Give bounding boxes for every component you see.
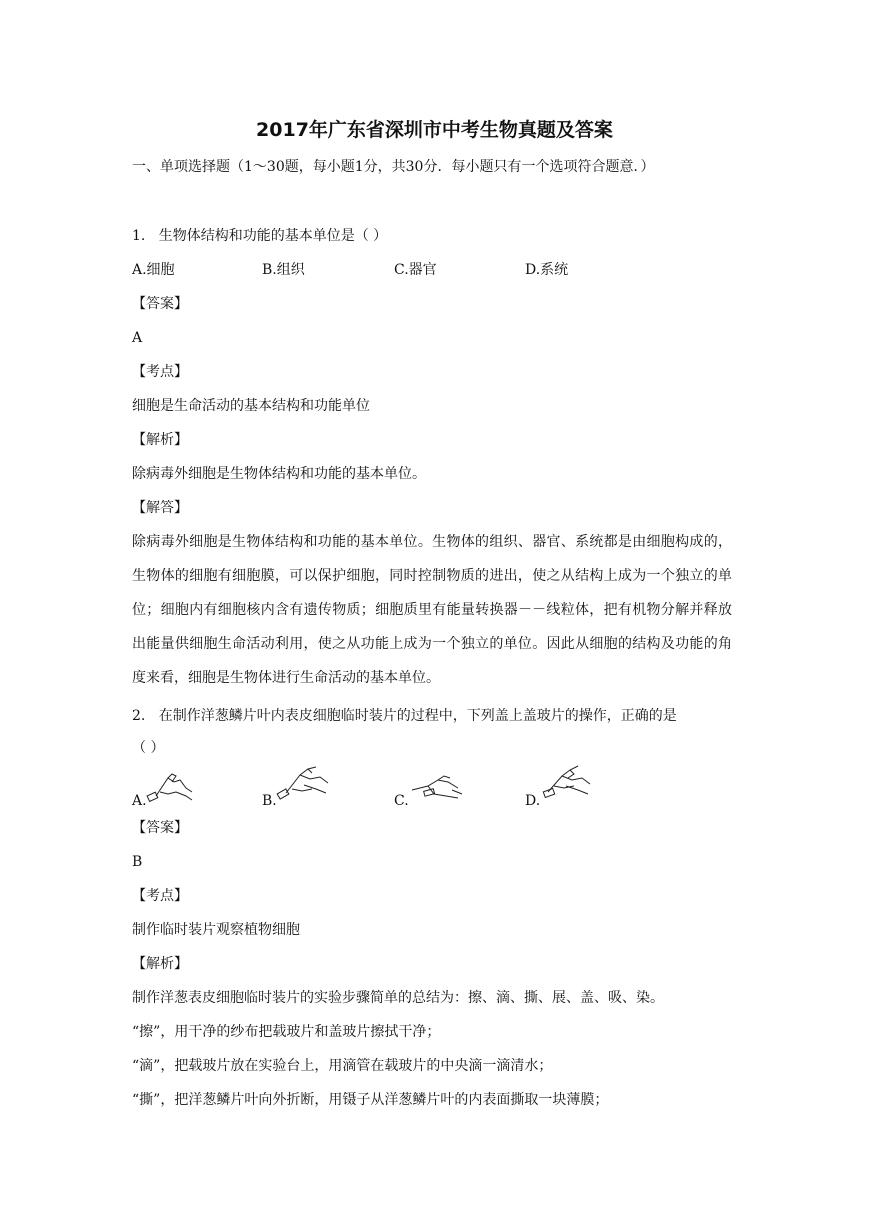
- question-1-text: 1. 生物体结构和功能的基本单位是（ ）: [132, 228, 388, 244]
- q2-jiexi-label: 【解析】: [132, 956, 188, 972]
- q1-jieda-label: 【解答】: [132, 500, 188, 516]
- q2-jiexi-line-2: “擦”，用干净的纱布把载玻片和盖玻片擦拭干净；: [132, 1024, 441, 1040]
- q2-option-a: A.: [132, 793, 147, 809]
- q1-option-b: B.组织: [262, 262, 305, 278]
- q1-jiexi: 除病毒外细胞是生物体结构和功能的基本单位。: [132, 466, 426, 482]
- q2-option-b: B.: [262, 793, 277, 809]
- q1-answer-label: 【答案】: [132, 296, 188, 312]
- q2-jiexi-line-4: “撕”，把洋葱鳞片叶向外折断，用镊子从洋葱鳞片叶的内表面撕取一块薄膜；: [132, 1092, 609, 1108]
- q1-option-c: C.器官: [394, 262, 437, 278]
- question-2-text-line2: （ ）: [132, 740, 165, 756]
- q2-kaodian-label: 【考点】: [132, 888, 188, 904]
- q2-jiexi-line-3: “滴”，把载玻片放在实验台上，用滴管在载玻片的中央滴一滴清水；: [132, 1058, 553, 1074]
- q2-option-c: C.: [394, 793, 409, 809]
- question-2-text-line1: 2. 在制作洋葱鳞片叶内表皮细胞临时装片的过程中，下列盖上盖玻片的操作，正确的是: [132, 708, 677, 724]
- q2-answer: B: [132, 854, 143, 870]
- q1-option-d: D.系统: [525, 262, 569, 278]
- q1-jieda: 除病毒外细胞是生物体结构和功能的基本单位。生物体的组织、器官、系统都是由细胞构成的，生物体的细胞有细胞膜，可以保护细胞，同时控制物质的进出，使之从结构上成为一个独立的单位；细胞内有细胞核内含有遗传物质；细胞质里有能量转换器－－线粒体，把有机物分解并释放出能量供细胞生命活动利用，使之从功能上成为一个独立的单位。因此从细胞的结构及功能的角度来看，细胞是生物体进行生命活动的基本单位。: [132, 534, 732, 686]
- q2-answer-label: 【答案】: [132, 820, 188, 836]
- q2-option-d: D.: [525, 793, 541, 809]
- coverslip-hand-d-icon: [540, 764, 592, 804]
- q2-jiexi-line-1: 制作洋葱表皮细胞临时装片的实验步骤简单的总结为：擦、滴、撕、展、盖、吸、染。: [132, 990, 664, 1006]
- q2-kaodian: 制作临时装片观察植物细胞: [132, 922, 300, 938]
- coverslip-hand-b-icon: [276, 765, 330, 805]
- coverslip-hand-c-icon: [408, 772, 464, 806]
- q1-kaodian-label: 【考点】: [132, 364, 188, 380]
- coverslip-hand-a-icon: [146, 770, 194, 806]
- section-header: 一、单项选择题（1～30题，每小题1分，共30分．每小题只有一个选项符合题意．）: [132, 159, 655, 175]
- q1-option-a: A.细胞: [132, 262, 175, 278]
- q1-kaodian: 细胞是生命活动的基本结构和功能单位: [132, 398, 370, 414]
- q1-jiexi-label: 【解析】: [132, 432, 188, 448]
- document-title: 2017年广东省深圳市中考生物真题及答案: [256, 119, 613, 141]
- q1-answer: A: [132, 330, 143, 346]
